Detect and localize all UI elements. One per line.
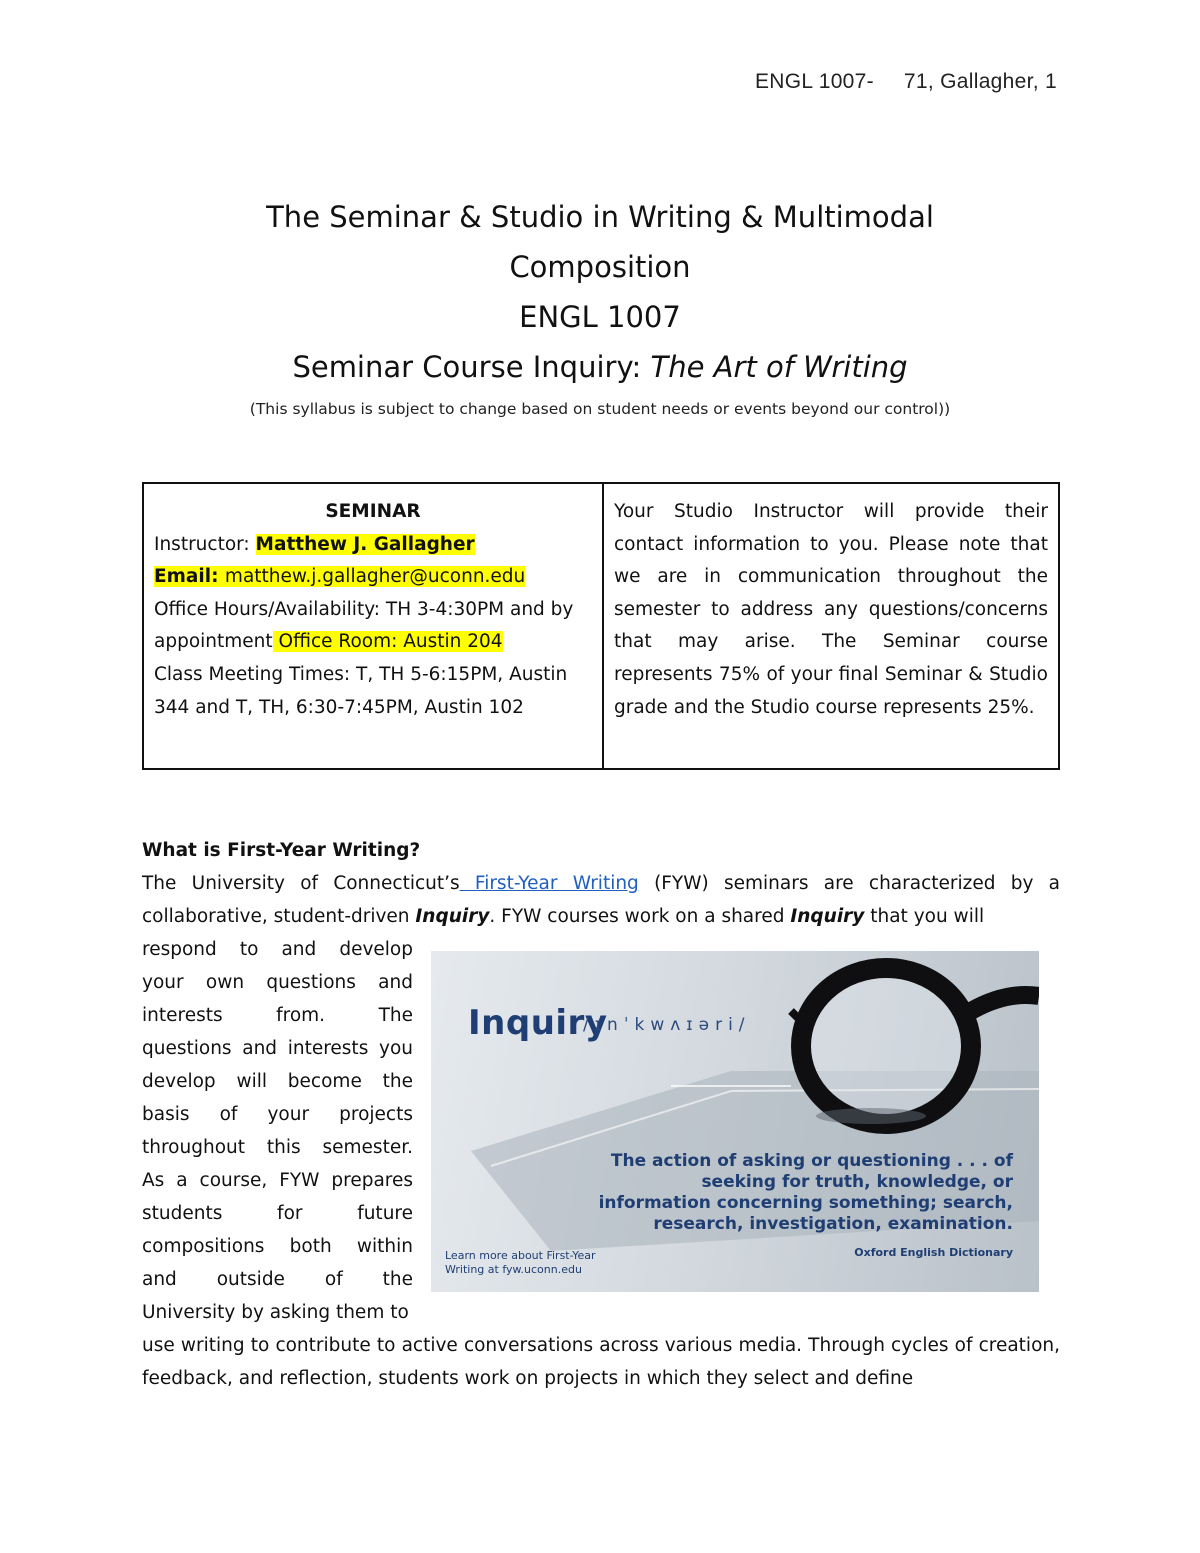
wrap-line: questions and interests you: [142, 1038, 413, 1059]
class-times: Class Meeting Times: T, TH 5-6:15PM, Austin 344 and T, TH, 6:30-7:45PM, Austin 102: [154, 663, 568, 718]
email-address[interactable]: matthew.j.gallagher@uconn.edu: [224, 566, 526, 588]
fyw-p1-b: (FYW) seminars are characterized by a collaborative, student-driven: [142, 873, 1061, 927]
title-line-1: The Seminar & Studio in Writing & Multimodal: [266, 200, 934, 234]
syllabus-disclaimer: (This syllabus is subject to change based on student needs or events beyond our control)): [249, 400, 951, 418]
wrap-line: basis of your projects: [142, 1104, 413, 1125]
first-year-writing-link[interactable]: First-Year Writing: [459, 873, 639, 894]
studio-cell: [603, 483, 1059, 769]
instructor-name: Matthew J. Gallagher: [255, 533, 475, 555]
page-header: [755, 70, 1057, 94]
inquiry-term-1: Inquiry: [415, 906, 490, 927]
office-hours: Office Hours/Availability: TH 3-4:30PM and by appointment: [154, 598, 574, 653]
wrap-line: As a course, FYW prepares: [142, 1170, 413, 1191]
wrap-line: students for future: [142, 1203, 413, 1224]
wrap-line: throughout this semester.: [142, 1137, 413, 1158]
office-hours-line: [154, 594, 592, 659]
email-label: Email:: [154, 566, 225, 588]
header-section-page: 71, Gallagher, 1: [903, 70, 1057, 93]
inquiry-definition: The action of asking or questioning . . . of seeking for truth, knowledge, or information concerning something; search, research, investigation, examination.: [598, 1151, 1013, 1234]
fyw-paragraph-1: [142, 867, 1060, 933]
title-line-3: ENGL 1007: [519, 300, 681, 334]
wrap-line: respond to and develop: [142, 939, 413, 960]
office-room: Office Room: Austin 204: [272, 631, 503, 653]
inquiry-phonetic: /ɪnˈkwʌɪəri/: [583, 1015, 751, 1035]
wrap-line: your own questions and: [142, 972, 413, 993]
email-line: [154, 561, 592, 594]
wrap-line: interests from. The: [142, 1005, 413, 1026]
fyw-heading: What is First-Year Writing?: [142, 840, 421, 861]
seminar-cell: [143, 483, 603, 769]
inquiry-definition-image: [431, 951, 1039, 1292]
seminar-heading: SEMINAR: [325, 501, 421, 522]
fyw-intro: [142, 834, 1060, 933]
wrap-line: compositions both within: [142, 1236, 413, 1257]
fyw-wrapped-text: [142, 933, 413, 1329]
wrap-line: develop will become the: [142, 1071, 413, 1092]
title-line-4: [0, 342, 1200, 392]
course-info-table: [142, 482, 1060, 770]
header-course: ENGL 1007-: [754, 70, 874, 93]
fyw-p1-d: that you will: [864, 906, 985, 927]
wrap-line: and outside of the: [142, 1269, 413, 1290]
inquiry-title: The Art of Writing: [650, 350, 908, 384]
inquiry-term-2: Inquiry: [790, 906, 865, 927]
title-line-4-prefix: Seminar Course Inquiry:: [292, 350, 651, 384]
fyw-p1-a: The University of Connecticut’s: [142, 873, 460, 894]
learn-more-note: Learn more about First-Year Writing at fyw.uconn.edu: [445, 1249, 596, 1276]
instructor-line: [154, 529, 592, 562]
instructor-label: Instructor:: [154, 533, 256, 555]
title-block: [0, 192, 1200, 418]
definition-source: Oxford English Dictionary: [854, 1246, 1013, 1259]
title-line-2: Composition: [509, 250, 691, 284]
inquiry-word: Inquiry: [468, 1003, 608, 1043]
fyw-p1-c: . FYW courses work on a shared: [489, 906, 791, 927]
studio-text: Your Studio Instructor will provide their contact information to you. Please note that we are in communication throughout the semester to address any questions/concerns that may arise. The Seminar course represents 75% of your final Seminar & Studio grade and the Studio course represents 25%.: [614, 501, 1048, 718]
wrap-line: University by asking them to: [142, 1302, 409, 1323]
fyw-paragraph-2: use writing to contribute to active conversations across various media. Through cycles of creation, feedback, and reflection, students work on projects in which they select and define: [142, 1335, 1060, 1389]
